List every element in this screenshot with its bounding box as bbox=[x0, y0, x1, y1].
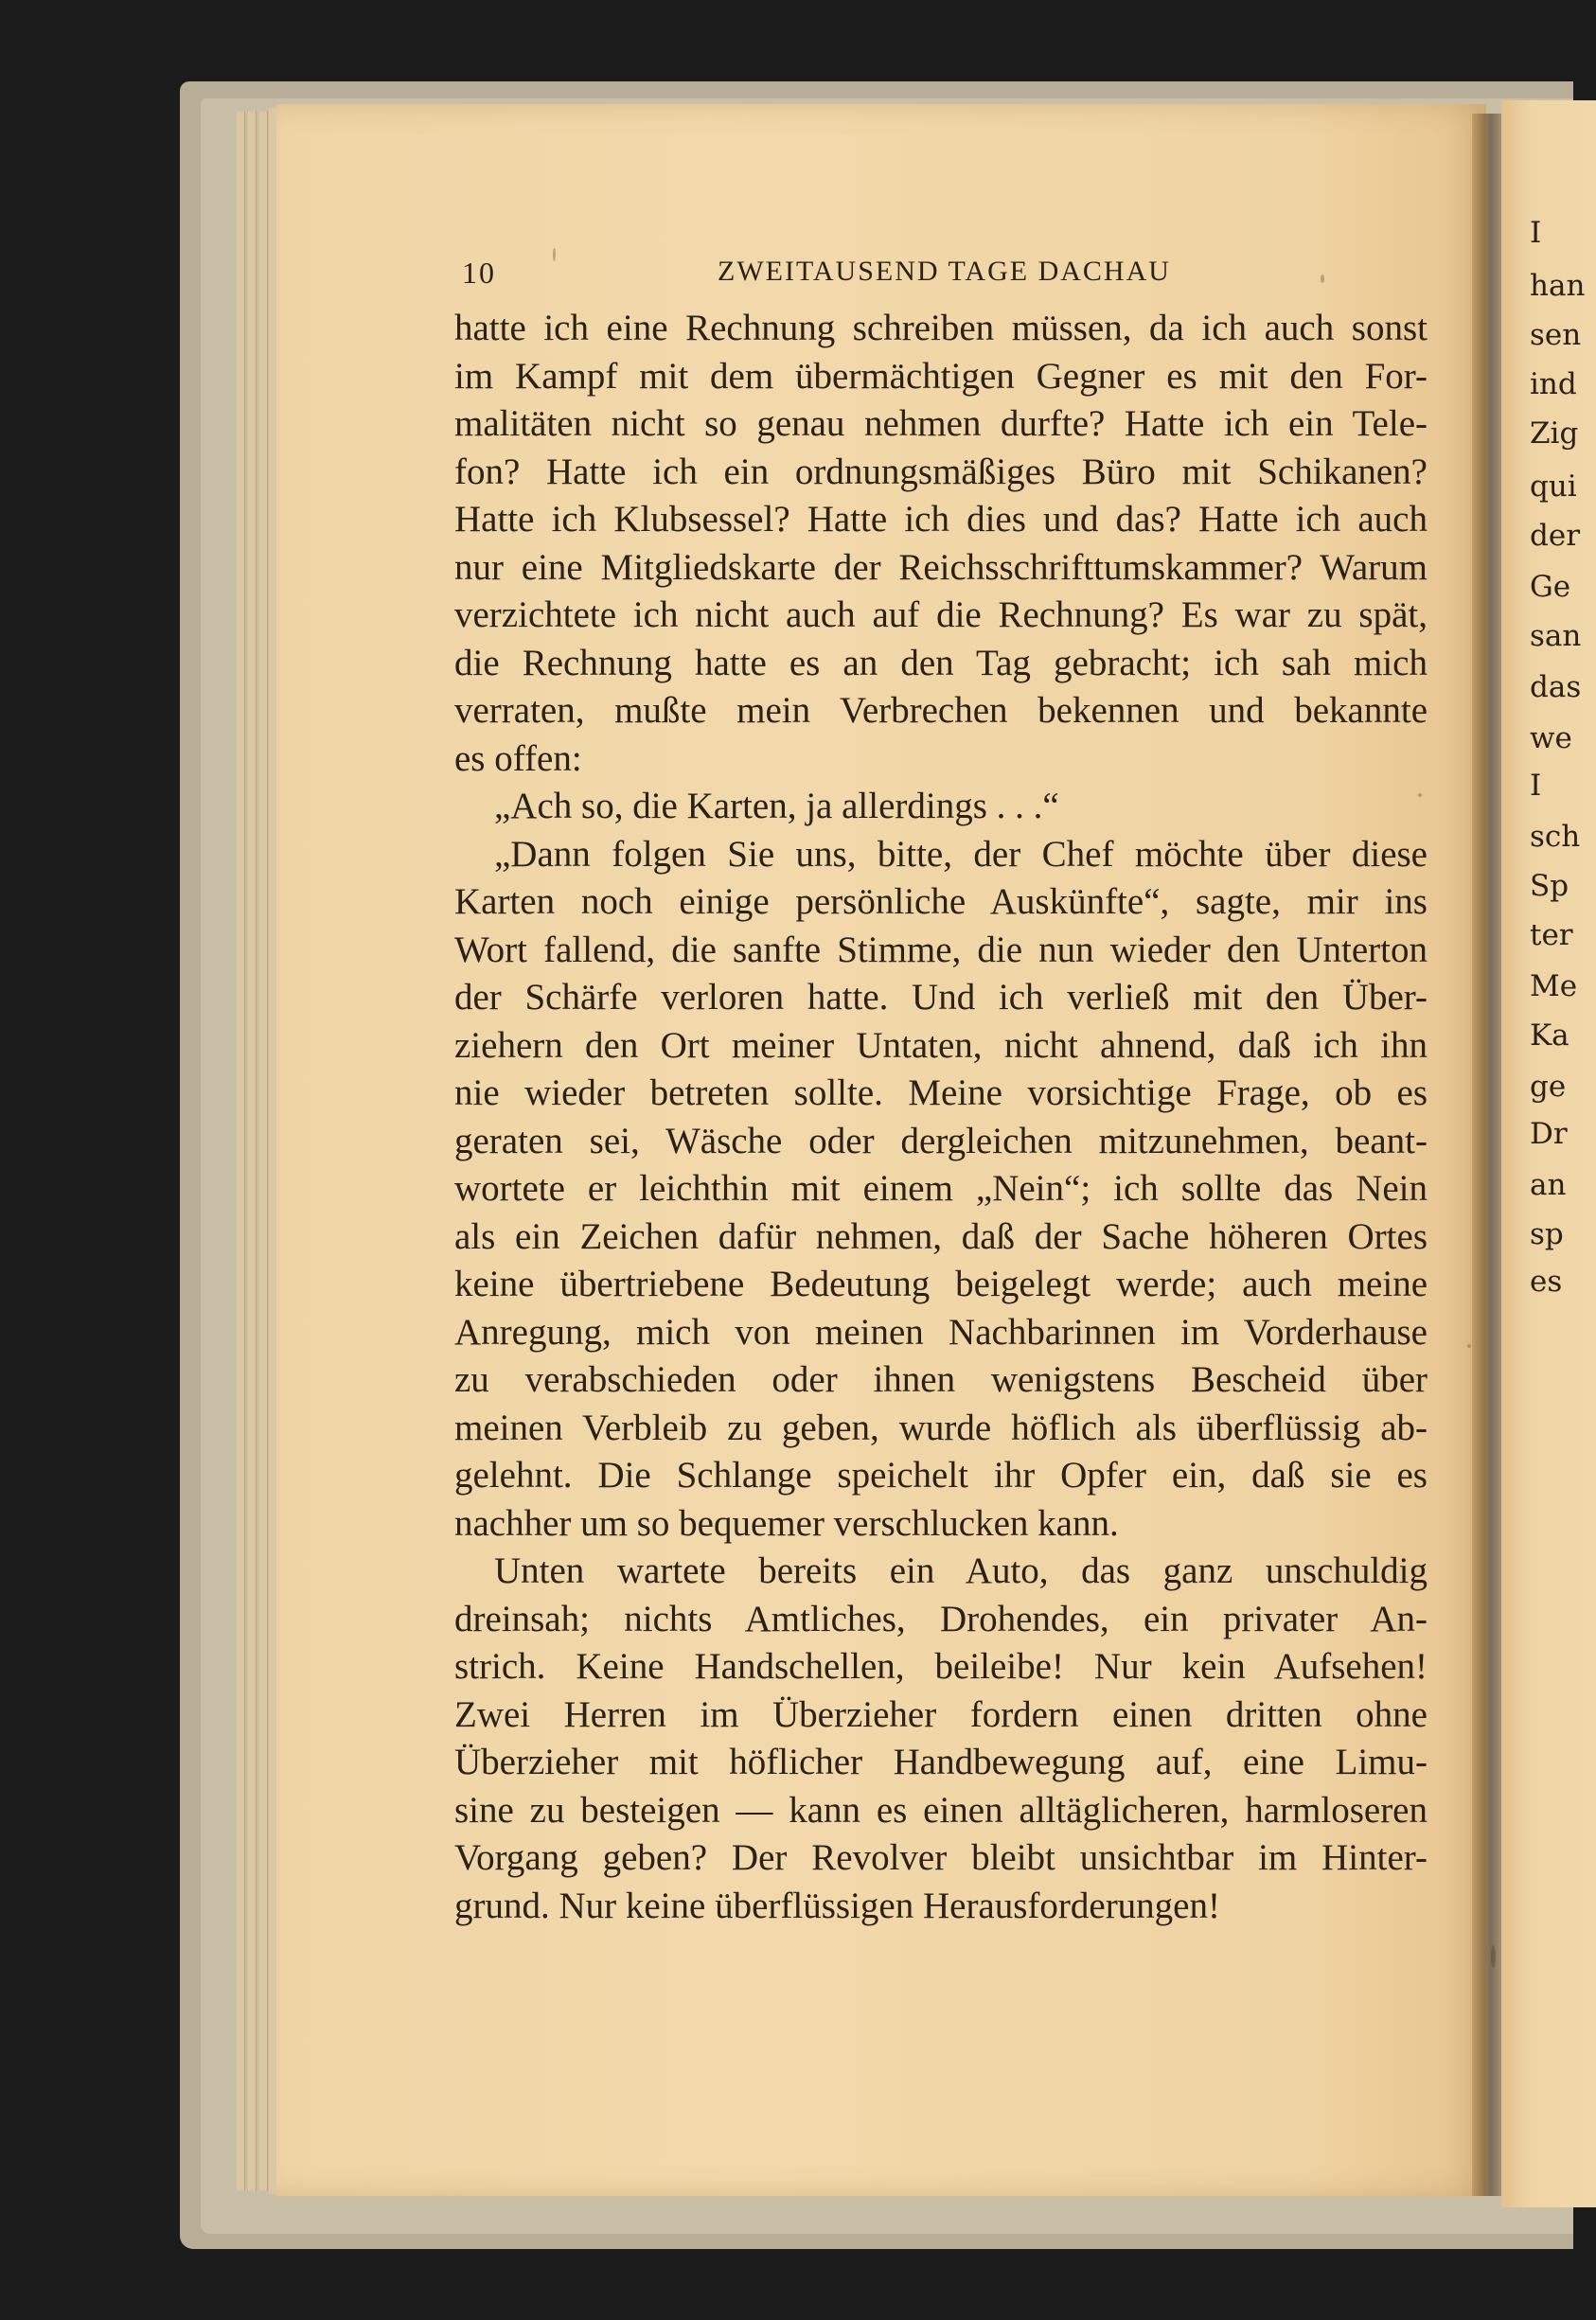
facing-page-fragment: san bbox=[1530, 619, 1582, 653]
facing-page-fragment: ter bbox=[1530, 918, 1573, 952]
facing-page-fragment: an bbox=[1530, 1168, 1567, 1202]
text-line: „Dann folgen Sie uns, bitte, der Chef möchte über diese bbox=[494, 833, 1428, 875]
facing-page-fragment: Me bbox=[1530, 969, 1578, 1003]
text-line: nachher um so bequemer verschlucken kann. bbox=[454, 1502, 1119, 1544]
facing-page-fragment: qui bbox=[1530, 469, 1577, 504]
text-line: der Schärfe verloren hatte. Und ich verließ mit den Über- bbox=[454, 977, 1428, 1018]
page-number: 10 bbox=[462, 256, 496, 290]
text-line: Karten noch einige persönliche Auskünfte“, sagte, mir ins bbox=[454, 881, 1428, 922]
facing-page-fragment: sp bbox=[1530, 1217, 1564, 1251]
body-text bbox=[454, 305, 1428, 1930]
text-line: Anregung, mich von meinen Nachbarinnen im Vorderhause bbox=[454, 1311, 1428, 1353]
facing-page-fragment: es bbox=[1530, 1265, 1563, 1299]
text-line: hatte ich eine Rechnung schreiben müssen, da ich auch sonst bbox=[454, 308, 1428, 348]
text-line: Hatte ich Klubsessel? Hatte ich dies und das? Hatte ich auch bbox=[454, 499, 1428, 540]
text-line: Überzieher mit höflicher Handbewegung auf, eine Limu- bbox=[454, 1742, 1428, 1782]
facing-page-fragment: Zig bbox=[1530, 416, 1579, 451]
text-line: Wort fallend, die sanfte Stimme, die nun wieder den Unterton bbox=[454, 929, 1428, 970]
text-line: zu verabschieden oder ihnen wenigstens Bescheid über bbox=[454, 1359, 1428, 1400]
text-line: verzichtete ich nicht auch auf die Rechnung? Es war zu spät, bbox=[454, 594, 1428, 635]
facing-page-fragment: ge bbox=[1530, 1070, 1567, 1104]
text-line: meinen Verbleib zu geben, wurde höflich als überflüssig ab- bbox=[454, 1407, 1428, 1448]
facing-page-fragment: I bbox=[1530, 216, 1542, 250]
facing-page-fragment: sen bbox=[1530, 318, 1582, 352]
text-line: Unten wartete bereits ein Auto, das ganz unschuldig bbox=[494, 1550, 1428, 1591]
text-line: „Ach so, die Karten, ja allerdings . . .“ bbox=[494, 786, 1059, 826]
text-line: sine zu besteigen — kann es einen alltäglicheren, harmloseren bbox=[454, 1789, 1428, 1831]
facing-page-fragment: der bbox=[1530, 519, 1581, 553]
text-line: keine übertriebene Bedeutung beigelegt werde; auch meine bbox=[454, 1264, 1428, 1304]
facing-page-fragment: Ka bbox=[1530, 1018, 1569, 1053]
facing-page-fragment: Dr bbox=[1530, 1117, 1568, 1151]
text-line: dreinsah; nichts Amtliches, Drohendes, ein privater An- bbox=[454, 1598, 1428, 1639]
paper-speck bbox=[553, 248, 556, 261]
facing-page-fragment: sch bbox=[1530, 820, 1581, 854]
text-line: als ein Zeichen dafür nehmen, daß der Sache höheren Ortes bbox=[454, 1215, 1428, 1257]
text-line: ziehern den Ort meiner Untaten, nicht ahnend, daß ich ihn bbox=[454, 1024, 1428, 1066]
page-edge bbox=[237, 112, 245, 2190]
text-line: geraten sei, Wäsche oder dergleichen mitzunehmen, beant- bbox=[454, 1120, 1428, 1161]
text-line: nie wieder betreten sollte. Meine vorsichtige Frage, ob es bbox=[454, 1072, 1428, 1113]
text-line: verraten, mußte mein Verbrechen bekennen und bekannte bbox=[454, 690, 1428, 731]
facing-page-fragment: Sp bbox=[1530, 869, 1569, 903]
text-line: fon? Hatte ich ein ordnungsmäßiges Büro mit Schikanen? bbox=[454, 451, 1428, 492]
text-line: Zwei Herren im Überzieher fordern einen dritten ohne bbox=[454, 1693, 1428, 1735]
paper-speck bbox=[1418, 793, 1422, 797]
text-line: nur eine Mitgliedskarte der Reichsschrifttumskammer? Warum bbox=[454, 546, 1428, 588]
facing-page-fragment: we bbox=[1530, 721, 1572, 755]
text-line: grund. Nur keine überflüssigen Herausforderungen! bbox=[454, 1885, 1220, 1926]
facing-page-fragment: ind bbox=[1530, 367, 1577, 401]
text-line: die Rechnung hatte es an den Tag gebracht; ich sah mich bbox=[454, 642, 1428, 683]
running-title: ZWEITAUSEND TAGE DACHAU bbox=[718, 256, 1171, 287]
text-line: gelehnt. Die Schlange speichelt ihr Opfer ein, daß sie es bbox=[454, 1455, 1428, 1496]
running-head bbox=[462, 250, 1428, 288]
text-line: strich. Keine Handschellen, beileibe! Nur kein Aufsehen! bbox=[454, 1646, 1428, 1687]
facing-page-fragment: han bbox=[1530, 269, 1586, 303]
text-line: Vorgang geben? Der Revolver bleibt unsichtbar im Hinter- bbox=[454, 1837, 1428, 1878]
facing-page-fragment: das bbox=[1530, 670, 1582, 704]
facing-page bbox=[1501, 100, 1596, 2207]
paper-speck bbox=[1467, 1344, 1471, 1348]
facing-page-fragment: Ge bbox=[1530, 570, 1571, 604]
facing-page-fragment: I bbox=[1530, 769, 1542, 803]
text-line: im Kampf mit dem übermächtigen Gegner es mit den For- bbox=[454, 355, 1428, 397]
page-edge bbox=[248, 112, 257, 2190]
page-edge bbox=[259, 112, 268, 2190]
paper-speck bbox=[1321, 275, 1324, 283]
text-line: wortete er leichthin mit einem „Nein“; ich sollte das Nein bbox=[454, 1168, 1428, 1209]
text-line: malitäten nicht so genau nehmen durfte? Hatte ich ein Tele- bbox=[454, 403, 1428, 444]
text-line: es offen: bbox=[454, 737, 582, 779]
